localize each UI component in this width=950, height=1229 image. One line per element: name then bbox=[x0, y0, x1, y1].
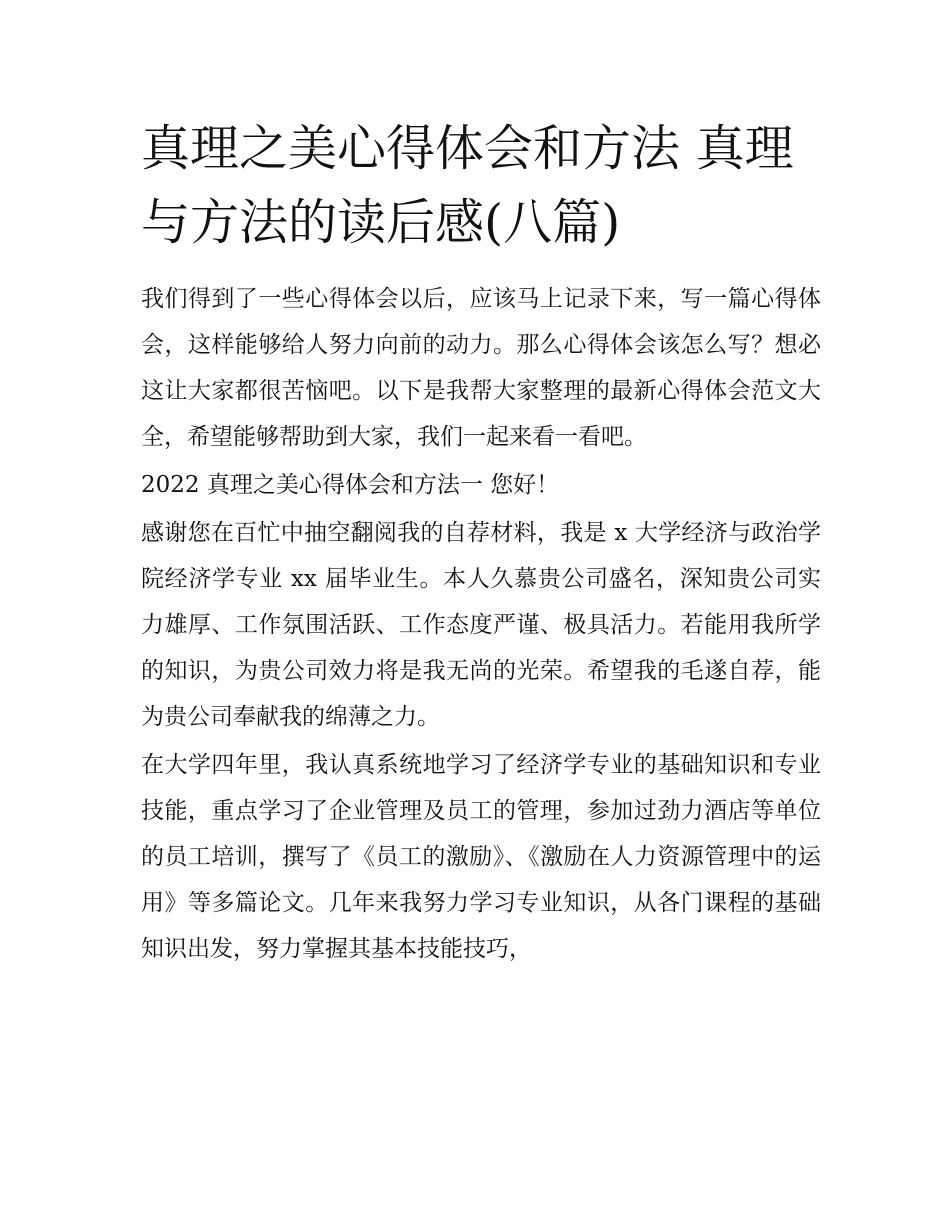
document-body bbox=[141, 112, 821, 972]
body-paragraph: 在大学四年里，我认真系统地学习了经济学专业的基础知识和专业技能，重点学习了企业管理及员工的管理，参加过劲力酒店等单位的员工培训，撰写了《员工的激励》、《激励在人力资源管理中的运用》等多篇论文。几年来我努力学习专业知识，从各门课程的基础知识出发，努力掌握其基本技能技巧， bbox=[141, 752, 821, 962]
section-heading-paragraph: 2022 真理之美心得体会和方法一 您好！ bbox=[141, 472, 560, 498]
body-paragraph: 感谢您在百忙中抽空翻阅我的自荐材料，我是 x 大学经济与政治学院经济学专业 xx 届毕业生。本人久慕贵公司盛名，深知贵公司实力雄厚、工作氛围活跃、工作态度严谨、极具活力。若能用我所学的知识，为贵公司效力将是我无尚的光荣。希望我的毛遂自荐，能为贵公司奉献我的绵薄之力。 bbox=[141, 520, 821, 730]
document-title: 真理之美心得体会和方法 真理与方法的读后感(八篇) bbox=[141, 120, 794, 251]
intro-paragraph: 我们得到了一些心得体会以后，应该马上记录下来，写一篇心得体会，这样能够给人努力向前的动力。那么心得体会该怎么写？想必这让大家都很苦恼吧。以下是我帮大家整理的最新心得体会范文大全，希望能够帮助到大家，我们一起来看一看吧。 bbox=[141, 286, 821, 450]
